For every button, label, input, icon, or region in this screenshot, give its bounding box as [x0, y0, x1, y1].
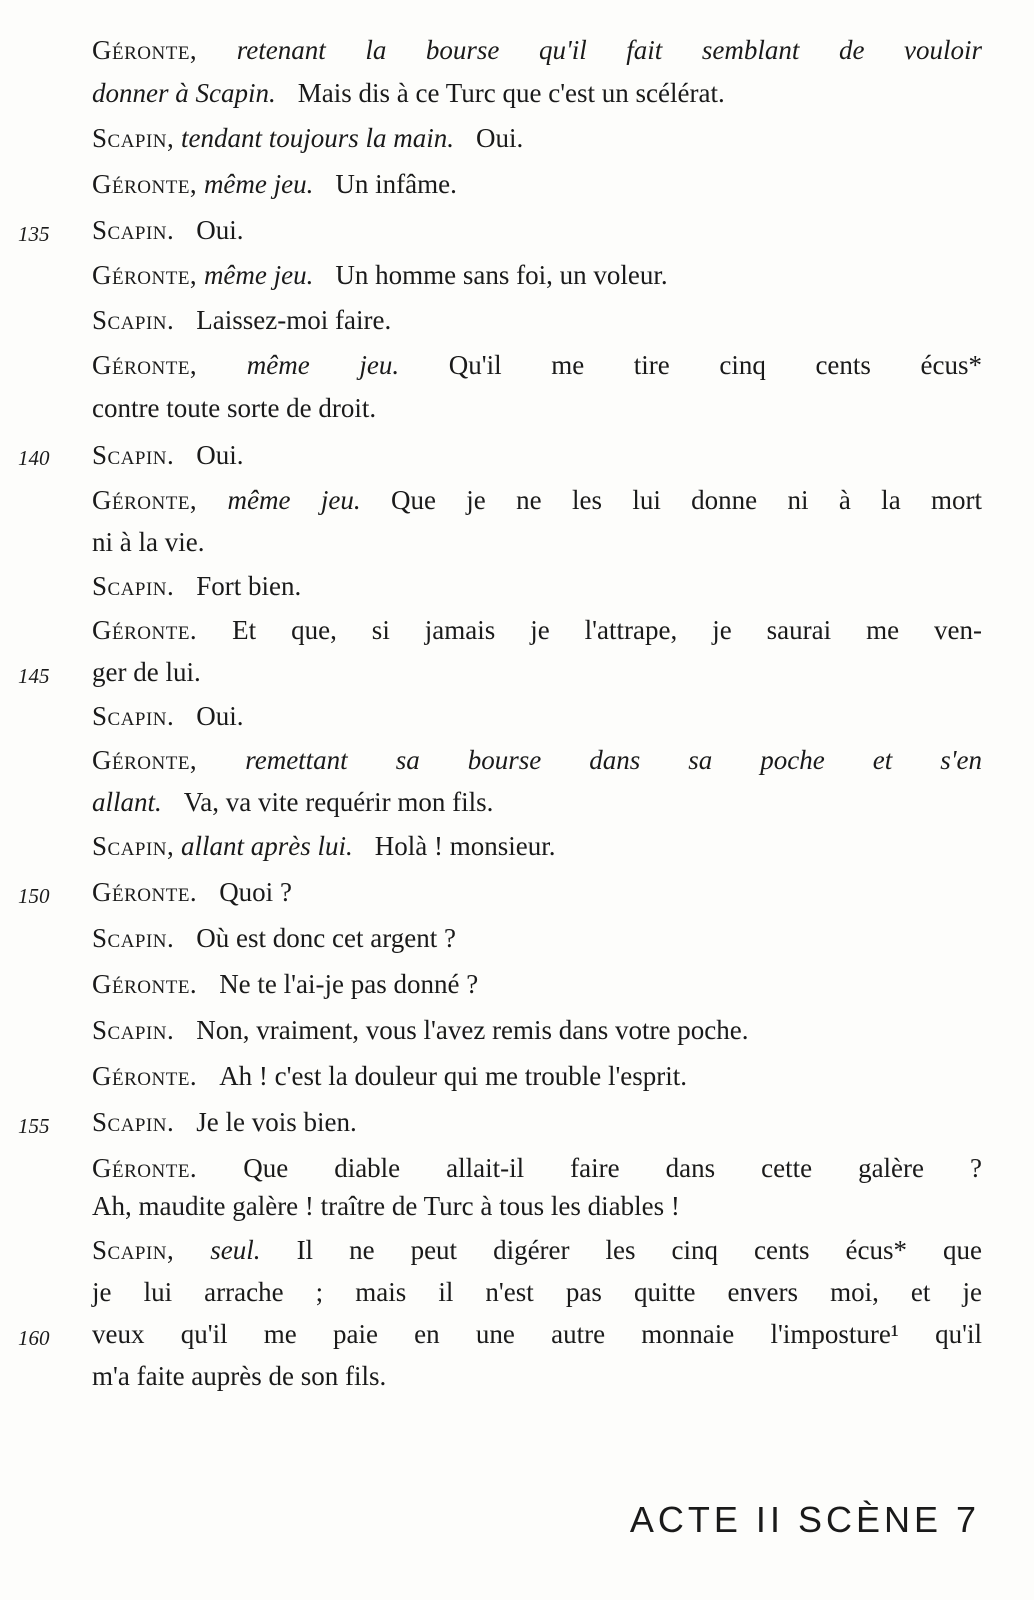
dialogue-line	[92, 300, 982, 340]
line-number: 135	[18, 222, 50, 246]
dialogue-line	[92, 610, 982, 650]
dialogue-text: ni à la vie.	[92, 527, 205, 557]
dialogue-text: Non, vraiment, vous l'avez remis dans votre poche.	[196, 1015, 749, 1045]
dialogue-text: Oui.	[196, 701, 244, 731]
dialogue-text: Ah ! c'est la douleur qui me trouble l'esprit.	[219, 1061, 688, 1091]
dialogue-line	[92, 964, 982, 1004]
speaker-name: Scapin,	[92, 123, 175, 153]
dialogue-line	[92, 1148, 982, 1188]
dialogue-line	[92, 1314, 982, 1354]
dialogue-text: Oui.	[476, 123, 524, 153]
dialogue-line	[92, 435, 982, 475]
dialogue-text: Quoi ?	[219, 877, 292, 907]
dialogue-text: Laissez-moi faire.	[196, 305, 392, 335]
dialogue-text: Un homme sans foi, un voleur.	[335, 260, 668, 290]
dialogue-line	[92, 210, 982, 250]
speaker-name: Scapin.	[92, 923, 175, 953]
dialogue-line	[92, 164, 982, 204]
dialogue-text: contre toute sorte de droit.	[92, 393, 377, 423]
dialogue-line	[92, 1230, 982, 1270]
running-footer: ACTE II SCÈNE 7	[629, 1499, 980, 1540]
dialogue-line	[92, 522, 982, 562]
dialogue-text: Je le vois bien.	[196, 1107, 357, 1137]
line-number: 155	[18, 1114, 50, 1138]
dialogue-text: ger de lui.	[92, 657, 201, 687]
dialogue-line	[92, 388, 982, 428]
speaker-name: Scapin.	[92, 305, 175, 335]
dialogue-line	[92, 1186, 982, 1226]
dialogue-line	[92, 480, 982, 520]
speaker-name: Scapin,	[92, 831, 175, 861]
speaker-name: Scapin.	[92, 440, 175, 470]
speaker-name: Scapin.	[92, 571, 175, 601]
dialogue-text: Un infâme.	[335, 169, 457, 199]
speaker-name: Géronte.	[92, 1061, 198, 1091]
dialogue-text: Fort bien.	[196, 571, 302, 601]
dialogue-text: Où est donc cet argent ?	[196, 923, 456, 953]
speaker-name: Scapin.	[92, 1015, 175, 1045]
line-number: 140	[18, 446, 50, 470]
dialogue-line	[92, 255, 982, 295]
dialogue-text: m'a faite auprès de son fils.	[92, 1361, 387, 1391]
stage-direction: même jeu.	[203, 260, 314, 290]
dialogue-line	[92, 918, 982, 958]
dialogue-text: veux qu'il me paie en une autre monnaie l'imposture¹ qu'il	[92, 1319, 982, 1349]
speaker-name: Géronte.	[92, 877, 198, 907]
dialogue-text: Il ne peut digérer les cinq cents écus* que	[296, 1235, 983, 1265]
dialogue-text: Et que, si jamais je l'attrape, je saurai me ven-	[232, 615, 982, 645]
stage-direction: allant après lui.	[181, 831, 353, 861]
dialogue-text: je lui arrache ; mais il n'est pas quitte envers moi, et je	[92, 1277, 982, 1307]
stage-direction: donner à Scapin.	[92, 78, 276, 108]
stage-direction: même jeu.	[246, 350, 400, 380]
dialogue-text: Ah, maudite galère ! traître de Turc à tous les diables !	[92, 1191, 680, 1221]
dialogue-text: Que je ne les lui donne ni à la mort	[390, 485, 983, 515]
dialogue-line	[92, 826, 982, 866]
dialogue-line	[92, 1356, 982, 1396]
stage-direction: retenant la bourse qu'il fait semblant de vouloir	[236, 35, 982, 65]
speaker-name: Géronte.	[92, 615, 198, 645]
dialogue-line	[92, 566, 982, 606]
dialogue-line	[92, 740, 982, 780]
speaker-name: Géronte,	[92, 485, 198, 515]
stage-direction: seul.	[210, 1235, 261, 1265]
dialogue-line	[92, 782, 982, 822]
speaker-name: Géronte.	[92, 969, 198, 999]
dialogue-text: Va, va vite requérir mon fils.	[183, 787, 494, 817]
dialogue-text: Ne te l'ai-je pas donné ?	[219, 969, 479, 999]
dialogue-text: Que diable allait-il faire dans cette galère ?	[243, 1153, 983, 1183]
stage-direction: même jeu.	[227, 485, 361, 515]
stage-direction: allant.	[92, 787, 162, 817]
speaker-name: Géronte.	[92, 1153, 198, 1183]
dialogue-line	[92, 652, 982, 692]
dialogue-text: Oui.	[196, 215, 244, 245]
dialogue-line	[92, 1056, 982, 1096]
speaker-name: Scapin,	[92, 1235, 175, 1265]
dialogue-text: Qu'il me tire cinq cents écus*	[448, 350, 983, 380]
dialogue-line	[92, 1272, 982, 1312]
speaker-name: Scapin.	[92, 701, 175, 731]
stage-direction: remettant sa bourse dans sa poche et s'en	[245, 745, 983, 775]
line-number: 160	[18, 1326, 50, 1350]
dialogue-line	[92, 872, 982, 912]
speaker-name: Géronte,	[92, 35, 198, 65]
dialogue-line	[92, 1102, 982, 1142]
dialogue-line	[92, 696, 982, 736]
speaker-name: Géronte,	[92, 745, 198, 775]
stage-direction: tendant toujours la main.	[181, 123, 455, 153]
dialogue-text: Holà ! monsieur.	[374, 831, 556, 861]
line-number: 145	[18, 664, 50, 688]
speaker-name: Géronte,	[92, 260, 198, 290]
speaker-name: Scapin.	[92, 215, 175, 245]
speaker-name: Géronte,	[92, 350, 198, 380]
speaker-name: Géronte,	[92, 169, 198, 199]
dialogue-text: Mais dis à ce Turc que c'est un scélérat.	[297, 78, 725, 108]
stage-direction: même jeu.	[203, 169, 314, 199]
dialogue-line	[92, 1010, 982, 1050]
dialogue-line	[92, 345, 982, 385]
speaker-name: Scapin.	[92, 1107, 175, 1137]
dialogue-text: Oui.	[196, 440, 244, 470]
dialogue-line	[92, 73, 982, 113]
dialogue-line	[92, 118, 982, 158]
dialogue-line	[92, 30, 982, 70]
line-number: 150	[18, 884, 50, 908]
